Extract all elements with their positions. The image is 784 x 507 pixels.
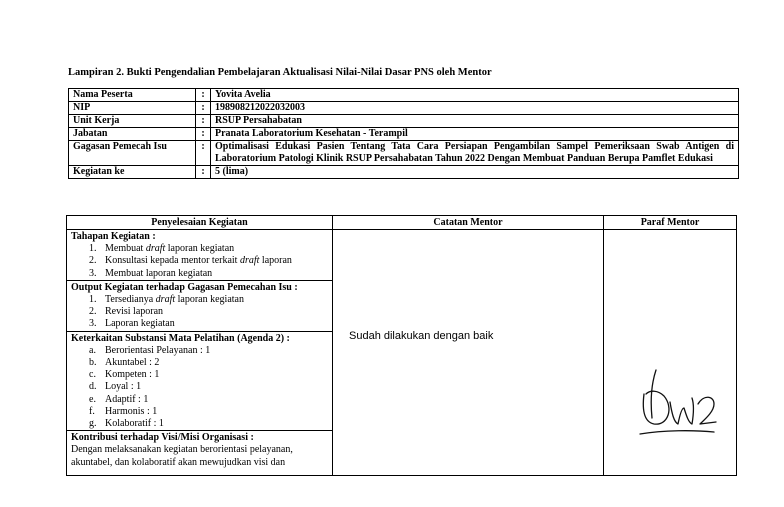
list-item <box>89 268 328 280</box>
keterkaitan-section <box>67 332 332 432</box>
list-text: Konsultasi kepada mentor terkait <box>105 255 240 267</box>
list-item <box>89 243 328 255</box>
kontribusi-section <box>67 431 332 469</box>
list-text: Membuat laporan kegiatan <box>105 267 213 279</box>
list-item <box>89 318 328 330</box>
list-marker: g. <box>89 418 97 430</box>
info-value: 198908212022032003 <box>211 102 739 115</box>
list-marker: a. <box>89 344 96 356</box>
list-item <box>89 418 328 430</box>
info-label: Kegiatan ke <box>69 166 196 179</box>
info-label: Nama Peserta <box>69 89 196 102</box>
list-emphasis: draft <box>155 294 176 306</box>
list-text: Loyal : 1 <box>105 381 142 393</box>
list-item <box>89 369 328 381</box>
keterkaitan-heading: Keterkaitan Substansi Mata Pelatihan (Agenda 2) : <box>71 332 290 344</box>
info-row <box>69 115 739 128</box>
list-item <box>89 381 328 393</box>
list-marker: e. <box>89 393 96 405</box>
info-row <box>69 166 739 179</box>
list-text: Tersedianya <box>105 294 156 306</box>
list-text: Akuntabel : 2 <box>105 357 160 369</box>
kontribusi-line: akuntabel, dan kolaboratif akan mewujudkan visi dan <box>71 456 286 468</box>
info-value: Yovita Avelia <box>211 89 739 102</box>
tahapan-list <box>71 243 328 280</box>
list-item <box>89 357 328 369</box>
info-label: Jabatan <box>69 128 196 141</box>
list-item <box>89 406 328 418</box>
info-value: 5 (lima) <box>211 166 739 179</box>
document-title: Lampiran 2. Bukti Pengendalian Pembelajaran Aktualisasi Nilai-Nilai Dasar PNS oleh Mentor <box>68 67 492 78</box>
list-marker: f. <box>89 405 95 417</box>
header-catatan: Catatan Mentor <box>333 216 604 230</box>
list-text: laporan kegiatan <box>165 243 235 255</box>
info-row <box>69 89 739 102</box>
catatan-mentor-text: Sudah dilakukan dengan baik <box>349 330 494 342</box>
info-separator: : <box>196 89 211 102</box>
list-marker: c. <box>89 369 96 381</box>
list-marker: 2. <box>89 306 97 318</box>
list-item <box>89 306 328 318</box>
list-marker: 1. <box>89 294 97 306</box>
info-separator: : <box>196 128 211 141</box>
tahapan-section <box>67 230 332 281</box>
mentor-signature-icon <box>634 364 730 440</box>
header-penyelesaian: Penyelesaian Kegiatan <box>67 216 333 230</box>
list-text: laporan kegiatan <box>175 294 244 306</box>
info-label: Gagasan Pemecah Isu <box>69 141 196 166</box>
info-separator: : <box>196 102 211 115</box>
list-item <box>89 294 328 306</box>
list-marker: 2. <box>89 255 97 267</box>
list-marker: d. <box>89 381 97 393</box>
output-section <box>67 281 332 332</box>
info-separator: : <box>196 166 211 179</box>
list-text: Laporan kegiatan <box>105 318 175 330</box>
list-text: laporan <box>259 255 292 267</box>
list-marker: b. <box>89 357 97 369</box>
list-text: Berorientasi Pelayanan : 1 <box>105 344 211 356</box>
participant-info-table <box>68 88 739 179</box>
list-text: Kolaboratif : 1 <box>105 418 164 430</box>
list-emphasis: draft <box>239 255 260 267</box>
list-text: Adaptif : 1 <box>105 393 149 405</box>
keterkaitan-list <box>71 345 328 430</box>
penyelesaian-cell <box>67 230 333 476</box>
info-row <box>69 102 739 115</box>
list-item <box>89 255 328 267</box>
info-label: Unit Kerja <box>69 115 196 128</box>
list-marker: 3. <box>89 267 97 279</box>
info-value: Pranata Laboratorium Kesehatan - Terampil <box>211 128 739 141</box>
kontribusi-line: Dengan melaksanakan kegiatan berorientasi pelayanan, <box>71 444 293 456</box>
info-label: NIP <box>69 102 196 115</box>
info-row <box>69 141 739 166</box>
catatan-cell <box>333 230 604 476</box>
output-list <box>71 294 328 331</box>
info-separator: : <box>196 141 211 166</box>
info-separator: : <box>196 115 211 128</box>
kontribusi-heading: Kontribusi terhadap Visi/Misi Organisasi : <box>71 432 254 444</box>
header-paraf: Paraf Mentor <box>604 216 737 230</box>
list-text: Revisi laporan <box>105 306 164 318</box>
tahapan-heading: Tahapan Kegiatan : <box>71 231 156 242</box>
info-value: RSUP Persahabatan <box>211 115 739 128</box>
info-value: Optimalisasi Edukasi Pasien Tentang Tata Cara Persiapan Pengambilan Sampel Pemeriksaan Swab Antigen di Laboratorium Patologi Klinik RSUP Persahabatan Tahun 2022 Dengan Membuat Panduan Berupa Pamflet Edukasi <box>211 141 739 166</box>
list-text: Harmonis : 1 <box>105 405 158 417</box>
list-emphasis: draft <box>145 243 166 255</box>
list-marker: 3. <box>89 318 97 330</box>
output-heading: Output Kegiatan terhadap Gagasan Pemecahan Isu : <box>71 281 298 293</box>
list-item <box>89 394 328 406</box>
info-row <box>69 128 739 141</box>
list-item <box>89 345 328 357</box>
list-marker: 1. <box>89 243 97 255</box>
list-text: Membuat <box>105 243 146 255</box>
list-text: Kompeten : 1 <box>105 369 160 381</box>
